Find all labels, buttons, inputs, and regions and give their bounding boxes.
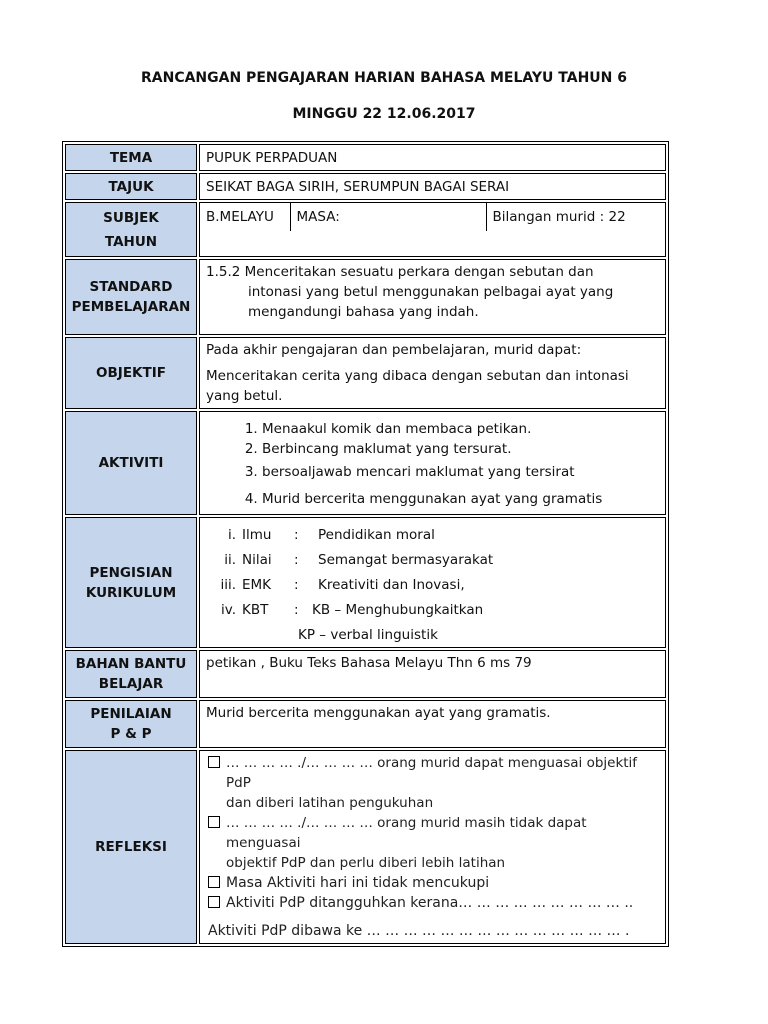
label-subjek: SUBJEK TAHUN (65, 202, 197, 257)
masa-cell: MASA: (290, 203, 486, 231)
row-penilaian (65, 700, 666, 748)
pengisian-item: iv. KBT : KB – Menghubungkaitkan (221, 601, 484, 618)
pengisian-item: iii. EMK : Kreativiti dan Inovasi, (220, 576, 465, 593)
value-aktiviti (199, 411, 666, 515)
checkbox-icon[interactable] (208, 816, 220, 828)
objektif-line2: Menceritakan cerita yang dibaca dengan sebutan dan intonasi yang betul. (206, 368, 629, 404)
refleksi-option-1[interactable]: … … … … ./… … … … orang murid dapat menguasai objektif PdP (206, 753, 659, 793)
list-item: 4. Murid bercerita menggunakan ayat yang gramatis (262, 486, 659, 512)
standard-line3: mengandungi bahasa yang indah. (248, 304, 479, 320)
standard-line2: intonasi yang betul menggunakan pelbagai ayat yang (248, 284, 614, 300)
refleksi-option-3[interactable]: Masa Aktiviti hari ini tidak mencukupi (206, 873, 659, 893)
lesson-plan-table (62, 141, 669, 947)
refleksi-line-5: Aktiviti PdP dibawa ke … … … … … … … … … … … … … … . (208, 923, 630, 939)
label-tema: TEMA (65, 144, 197, 171)
pengisian-item: i. Ilmu : Pendidikan moral (227, 526, 435, 543)
label-tajuk: TAJUK (65, 173, 197, 200)
subjek-inner (200, 203, 665, 231)
aktiviti-list (206, 418, 659, 512)
list-item: 3. bersoaljawab mencari maklumat yang tersirat (262, 458, 659, 486)
row-aktiviti (65, 411, 666, 515)
label-penilaian: PENILAIAN P & P (65, 700, 197, 748)
row-refleksi (65, 750, 666, 944)
label-pengisian: PENGISIAN KURIKULUM (65, 517, 197, 648)
label-refleksi: REFLEKSI (65, 750, 197, 944)
checkbox-icon[interactable] (208, 896, 220, 908)
row-tema (65, 144, 666, 171)
row-pengisian (65, 517, 666, 648)
refleksi-option-2-cont: objektif PdP dan perlu diberi lebih latihan (226, 855, 506, 871)
value-subjek (199, 202, 666, 257)
list-item: 1. Menaakul komik dan membaca petikan. (262, 418, 659, 440)
murid-cell: Bilangan murid : 22 (486, 203, 665, 231)
label-standard: STANDARD PEMBELAJARAN (65, 259, 197, 335)
value-tema: PUPUK PERPADUAN (199, 144, 666, 171)
value-standard (199, 259, 666, 335)
value-bahan: petikan , Buku Teks Bahasa Melayu Thn 6 ms 79 (199, 650, 666, 698)
row-standard (65, 259, 666, 335)
refleksi-option-1-cont: dan diberi latihan pengukuhan (226, 795, 434, 811)
pengisian-extra: KP – verbal linguistik (298, 626, 438, 643)
row-objektif (65, 337, 666, 409)
refleksi-option-2[interactable]: … … … … ./… … … … orang murid masih tidak dapat menguasai (206, 813, 659, 853)
value-pengisian (199, 517, 666, 648)
objektif-line1: Pada akhir pengajaran dan pembelajaran, murid dapat: (206, 342, 582, 358)
list-item: 2. Berbincang maklumat yang tersurat. (262, 440, 659, 458)
value-objektif (199, 337, 666, 409)
label-bahan: BAHAN BANTU BELAJAR (65, 650, 197, 698)
row-tajuk (65, 173, 666, 200)
row-bahan (65, 650, 666, 698)
checkbox-icon[interactable] (208, 756, 220, 768)
document-title: RANCANGAN PENGAJARAN HARIAN BAHASA MELAYU TAHUN 6 (140, 70, 627, 86)
label-aktiviti: AKTIVITI (65, 411, 197, 515)
subject-cell: B.MELAYU (206, 209, 274, 225)
value-refleksi (199, 750, 666, 944)
value-tajuk: SEIKAT BAGA SIRIH, SERUMPUN BAGAI SERAI (199, 173, 666, 200)
week-date: MINGGU 22 12.06.2017 (292, 106, 476, 122)
standard-line1: 1.5.2 Menceritakan sesuatu perkara dengan sebutan dan (206, 264, 594, 280)
pengisian-item: ii. Nilai : Semangat bermasyarakat (224, 551, 494, 568)
value-penilaian: Murid bercerita menggunakan ayat yang gramatis. (199, 700, 666, 748)
checkbox-icon[interactable] (208, 876, 220, 888)
label-objektif: OBJEKTIF (65, 337, 197, 409)
row-subjek (65, 202, 666, 257)
refleksi-option-4[interactable]: Aktiviti PdP ditangguhkan kerana… … … … … … … … … .. (206, 893, 659, 913)
